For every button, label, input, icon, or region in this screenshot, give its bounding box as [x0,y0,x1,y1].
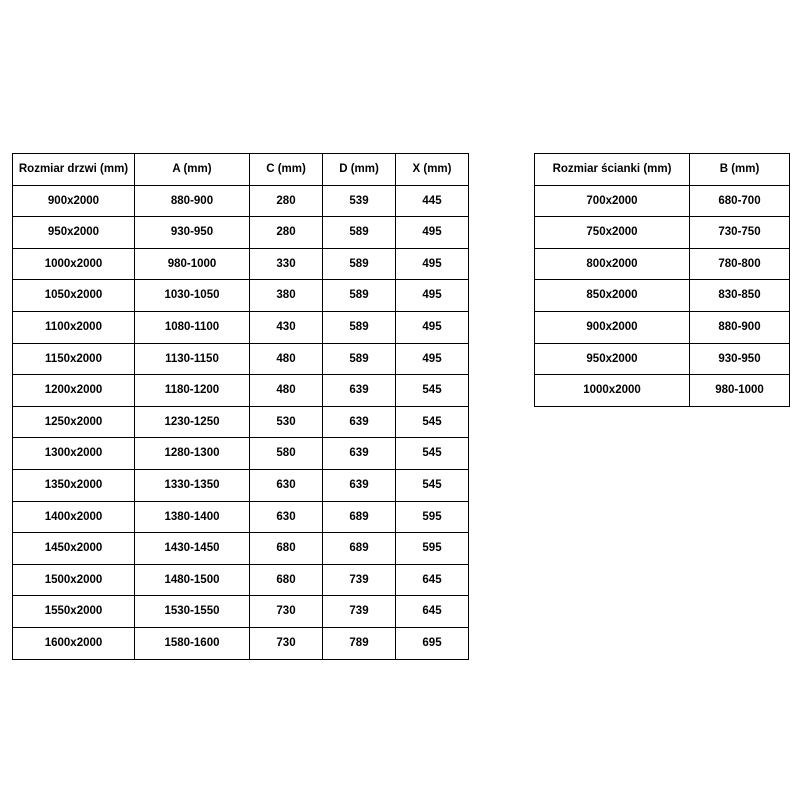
cell-c: 680 [250,533,323,565]
table-row [13,343,469,375]
cell-c: 280 [250,185,323,217]
cell-wall-size: 750x2000 [535,217,690,249]
cell-x: 595 [396,501,469,533]
cell-c: 530 [250,406,323,438]
cell-b: 680-700 [690,185,790,217]
table-row [13,217,469,249]
cell-d: 639 [323,438,396,470]
table-row [13,406,469,438]
cell-d: 589 [323,217,396,249]
cell-d: 739 [323,564,396,596]
cell-wall-size: 850x2000 [535,280,690,312]
cell-a: 1530-1550 [135,596,250,628]
cell-door-size: 1500x2000 [13,564,135,596]
cell-d: 589 [323,311,396,343]
cell-a: 1230-1250 [135,406,250,438]
column-header-wall-size: Rozmiar ścianki (mm) [535,154,690,186]
cell-x: 645 [396,564,469,596]
column-header-door-size: Rozmiar drzwi (mm) [13,154,135,186]
cell-x: 645 [396,596,469,628]
cell-c: 630 [250,501,323,533]
table-row [13,185,469,217]
cell-door-size: 1100x2000 [13,311,135,343]
cell-d: 639 [323,406,396,438]
cell-door-size: 950x2000 [13,217,135,249]
cell-x: 695 [396,627,469,659]
cell-a: 1330-1350 [135,469,250,501]
wall-panel-dimensions-table [534,153,790,407]
cell-c: 380 [250,280,323,312]
cell-c: 630 [250,469,323,501]
cell-x: 445 [396,185,469,217]
cell-door-size: 1400x2000 [13,501,135,533]
table-row [535,248,790,280]
cell-c: 330 [250,248,323,280]
cell-c: 580 [250,438,323,470]
cell-wall-size: 1000x2000 [535,375,690,407]
cell-door-size: 1550x2000 [13,596,135,628]
cell-a: 930-950 [135,217,250,249]
table-row [13,375,469,407]
cell-door-size: 900x2000 [13,185,135,217]
column-header-b: B (mm) [690,154,790,186]
cell-x: 495 [396,311,469,343]
cell-door-size: 1050x2000 [13,280,135,312]
cell-c: 730 [250,627,323,659]
cell-door-size: 1300x2000 [13,438,135,470]
cell-x: 495 [396,217,469,249]
cell-a: 1580-1600 [135,627,250,659]
cell-b: 980-1000 [690,375,790,407]
cell-b: 830-850 [690,280,790,312]
cell-d: 739 [323,596,396,628]
cell-door-size: 1350x2000 [13,469,135,501]
cell-d: 589 [323,248,396,280]
cell-d: 589 [323,343,396,375]
cell-door-size: 1000x2000 [13,248,135,280]
cell-d: 639 [323,469,396,501]
cell-x: 545 [396,438,469,470]
cell-b: 780-800 [690,248,790,280]
cell-d: 689 [323,533,396,565]
table-row [13,248,469,280]
cell-c: 680 [250,564,323,596]
cell-d: 539 [323,185,396,217]
column-header-d: D (mm) [323,154,396,186]
cell-a: 1180-1200 [135,375,250,407]
cell-x: 495 [396,248,469,280]
table-row [13,438,469,470]
cell-b: 930-950 [690,343,790,375]
cell-wall-size: 900x2000 [535,311,690,343]
cell-x: 595 [396,533,469,565]
cell-x: 545 [396,469,469,501]
cell-c: 730 [250,596,323,628]
cell-b: 730-750 [690,217,790,249]
cell-c: 280 [250,217,323,249]
cell-a: 880-900 [135,185,250,217]
cell-door-size: 1600x2000 [13,627,135,659]
table-header-row [535,154,790,186]
column-header-a: A (mm) [135,154,250,186]
cell-c: 480 [250,375,323,407]
table-row [535,375,790,407]
doors-dimensions-table [12,153,469,660]
cell-a: 1030-1050 [135,280,250,312]
table-row [13,280,469,312]
cell-door-size: 1250x2000 [13,406,135,438]
cell-door-size: 1200x2000 [13,375,135,407]
cell-x: 545 [396,406,469,438]
table-row [13,596,469,628]
cell-c: 430 [250,311,323,343]
table-row [535,217,790,249]
column-header-c: C (mm) [250,154,323,186]
cell-x: 545 [396,375,469,407]
cell-a: 1080-1100 [135,311,250,343]
cell-a: 1480-1500 [135,564,250,596]
cell-door-size: 1450x2000 [13,533,135,565]
cell-a: 1130-1150 [135,343,250,375]
table-row [13,564,469,596]
cell-x: 495 [396,343,469,375]
table-row [535,311,790,343]
table-row [535,280,790,312]
cell-c: 480 [250,343,323,375]
table-row [13,501,469,533]
cell-a: 1280-1300 [135,438,250,470]
cell-a: 980-1000 [135,248,250,280]
table-row [13,627,469,659]
table-row [13,533,469,565]
cell-wall-size: 950x2000 [535,343,690,375]
cell-a: 1380-1400 [135,501,250,533]
cell-d: 689 [323,501,396,533]
table-row [535,343,790,375]
table-row [13,311,469,343]
cell-wall-size: 800x2000 [535,248,690,280]
table-row [13,469,469,501]
column-header-x: X (mm) [396,154,469,186]
cell-wall-size: 700x2000 [535,185,690,217]
cell-a: 1430-1450 [135,533,250,565]
cell-d: 589 [323,280,396,312]
cell-x: 495 [396,280,469,312]
cell-door-size: 1150x2000 [13,343,135,375]
table-header-row [13,154,469,186]
cell-d: 639 [323,375,396,407]
cell-b: 880-900 [690,311,790,343]
cell-d: 789 [323,627,396,659]
table-row [535,185,790,217]
